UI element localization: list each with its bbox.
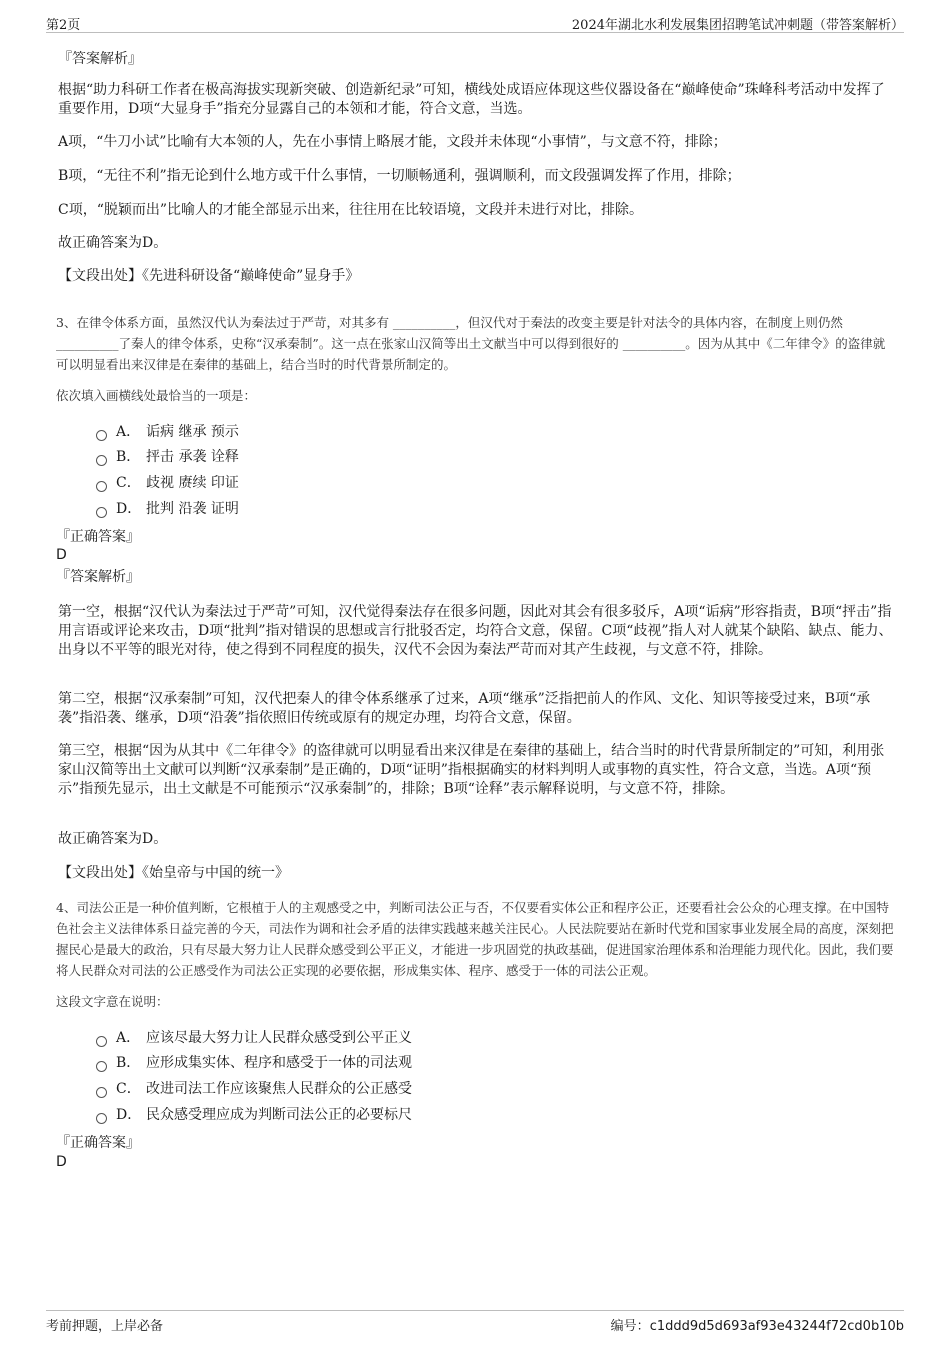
q3-analysis-para-1: 第一空，根据“汉代认为秦法过于严苛”可知，汉代觉得秦法存在很多问题，因此对其会有很多驳斥，A项“诟病”形容指责，B项“抨击”指用言语或评论来攻击，D项“批判”指对错误的思想或言行批驳否定，均符合文意，保留。C项“歧视”指人对人就某个缺陷、缺点、能力、出身以不平等的眼光对待，使之得到不同程度的损失，汉代不会因为秦法严苛而对其产生歧视，与文意不符，排除。 bbox=[58, 604, 893, 658]
option-text: 抨击 承袭 诠释 bbox=[146, 449, 239, 465]
q3-option-d[interactable] bbox=[96, 500, 239, 519]
q3-option-c[interactable] bbox=[96, 474, 239, 493]
page-footer bbox=[46, 1310, 904, 1335]
serial-number bbox=[611, 1315, 904, 1334]
option-text: 应形成集实体、程序和感受于一体的司法观 bbox=[146, 1055, 412, 1071]
q2-source: 【文段出处】《先进科研设备“巅峰使命”显身手》 bbox=[58, 268, 360, 284]
q3-stem: 3、在律令体系方面，虽然汉代认为秦法过于严苛，对其多有 __________，但汉代对于秦法的改变主要是针对法令的具体内容，在制度上则仍然 __________了秦人的律令体系，史称“汉承秦制”。这一点在张家山汉简等出土文献当中可以得到很好的 __________。因为从其中《二年律令》的盗律就可以明显看出来汉律是在秦律的基础上，结合当时的时代背景所制定的。 bbox=[56, 315, 886, 372]
q2-conclusion: 故正确答案为D。 bbox=[58, 235, 168, 251]
option-text: 民众感受理应成为判断司法公正的必要标尺 bbox=[146, 1107, 412, 1123]
q4-option-a[interactable] bbox=[96, 1029, 412, 1048]
page-header bbox=[46, 14, 904, 33]
q4-stem: 4、司法公正是一种价值判断，它根植于人的主观感受之中，判断司法公正与否，不仅要看实体公正和程序公正，还要看社会公众的心理支撑。在中国特色社会主义法律体系日益完善的今天，司法作为调和社会矛盾的法律实践越来越关注民心。人民法院要站在新时代党和国家事业发展全局的高度，深刻把握民心是最大的政治，只有尽最大努力让人民群众感受到公平正义，才能进一步巩固党的执政基础，促进国家治理体系和治理能力现代化。因此，我们要将人民群众对司法的公正感受作为司法公正实现的必要依据，形成集实体、程序、感受于一体的司法公正观。 bbox=[56, 900, 894, 978]
option-key: D． bbox=[116, 1107, 142, 1123]
q4-option-c[interactable] bbox=[96, 1080, 412, 1099]
option-key: B． bbox=[116, 449, 141, 465]
radio-circle-icon[interactable] bbox=[96, 430, 107, 441]
option-key: A． bbox=[116, 1030, 141, 1046]
option-key: C． bbox=[116, 1081, 141, 1097]
q3-option-b[interactable] bbox=[96, 448, 239, 467]
q4-correct-answer: D bbox=[56, 1154, 67, 1170]
q3-analysis-label: 『答案解析』 bbox=[56, 569, 140, 585]
option-key: D． bbox=[116, 501, 142, 517]
q3-analysis-para-3: 第三空，根据“因为从其中《二年律令》的盗律就可以明显看出来汉律是在秦律的基础上，结合当时的时代背景所制定的”可知，利用张家山汉简等出土文献可以判断“汉承秦制”是正确的，D项“证明”指根据确实的材料判明人或事物的真实性，符合文意，当选。A项“预示”指预先显示，出土文献是不可能预示“汉承秦制”的，排除；B项“诠释”表示解释说明，与文意不符，排除。 bbox=[58, 743, 885, 797]
option-text: 诟病 继承 预示 bbox=[146, 424, 239, 440]
q3-source: 【文段出处】《始皇帝与中国的统一》 bbox=[58, 865, 289, 881]
q2-analysis-para-1: 根据“助力科研工作者在极高海拔实现新突破、创造新纪录”可知，横线处成语应体现这些仪器设备在“巅峰使命”珠峰科考活动中发挥了重要作用，D项“大显身手”指充分显露自己的本领和才能，符合文意，当选。 bbox=[58, 82, 885, 117]
q3-prompt: 依次填入画横线处最恰当的一项是： bbox=[56, 388, 257, 403]
radio-circle-icon[interactable] bbox=[96, 1036, 107, 1047]
radio-circle-icon[interactable] bbox=[96, 481, 107, 492]
q2-analysis-para-2: A项，“牛刀小试”比喻有大本领的人，先在小事情上略展才能，文段并未体现“小事情”，与文意不符，排除； bbox=[58, 134, 727, 150]
q3-correct-label: 『正确答案』 bbox=[56, 529, 140, 545]
option-key: A． bbox=[116, 424, 141, 440]
q3-correct-answer: D bbox=[56, 547, 67, 563]
radio-circle-icon[interactable] bbox=[96, 455, 107, 466]
option-key: B． bbox=[116, 1055, 141, 1071]
q4-prompt: 这段文字意在说明： bbox=[56, 994, 169, 1009]
radio-circle-icon[interactable] bbox=[96, 507, 107, 518]
q2-analysis-para-3: B项，“无往不利”指无论到什么地方或干什么事情，一切顺畅通利，强调顺利，而文段强调发挥了作用，排除； bbox=[58, 168, 741, 184]
option-text: 批判 沿袭 证明 bbox=[146, 501, 239, 517]
serial-label: 编号： bbox=[610, 1319, 650, 1334]
q4-option-b[interactable] bbox=[96, 1054, 412, 1073]
option-text: 应该尽最大努力让人民群众感受到公平正义 bbox=[146, 1030, 412, 1046]
radio-circle-icon[interactable] bbox=[96, 1113, 107, 1124]
q4-option-d[interactable] bbox=[96, 1106, 412, 1125]
document-title: 2024年湖北水利发展集团招聘笔试冲刺题（带答案解析） bbox=[571, 18, 904, 33]
option-text: 歧视 赓续 印证 bbox=[146, 475, 239, 491]
q3-conclusion: 故正确答案为D。 bbox=[58, 831, 168, 847]
serial-code: c1ddd9d5d693af93e43244f72cd0b10b bbox=[649, 1319, 904, 1334]
q2-analysis-label: 『答案解析』 bbox=[58, 51, 142, 67]
option-text: 改进司法工作应该聚焦人民群众的公正感受 bbox=[146, 1081, 412, 1097]
q2-analysis-para-4: C项，“脱颖而出”比喻人的才能全部显示出来，往往用在比较语境，文段并未进行对比，排除。 bbox=[58, 202, 644, 218]
q3-option-a[interactable] bbox=[96, 423, 239, 442]
footer-slogan: 考前押题，上岸必备 bbox=[46, 1319, 164, 1334]
q3-analysis-para-2: 第二空，根据“汉承秦制”可知，汉代把秦人的律令体系继承了过来，A项“继承”泛指把前人的作风、文化、知识等接受过来，B项“承袭”指沿袭、继承，D项“沿袭”指依照旧传统或原有的规定办理，均符合文意，保留。 bbox=[58, 691, 871, 726]
q4-correct-label: 『正确答案』 bbox=[56, 1135, 140, 1151]
option-key: C． bbox=[116, 475, 141, 491]
radio-circle-icon[interactable] bbox=[96, 1061, 107, 1072]
radio-circle-icon[interactable] bbox=[96, 1087, 107, 1098]
page-number: 第2页 bbox=[46, 18, 81, 33]
